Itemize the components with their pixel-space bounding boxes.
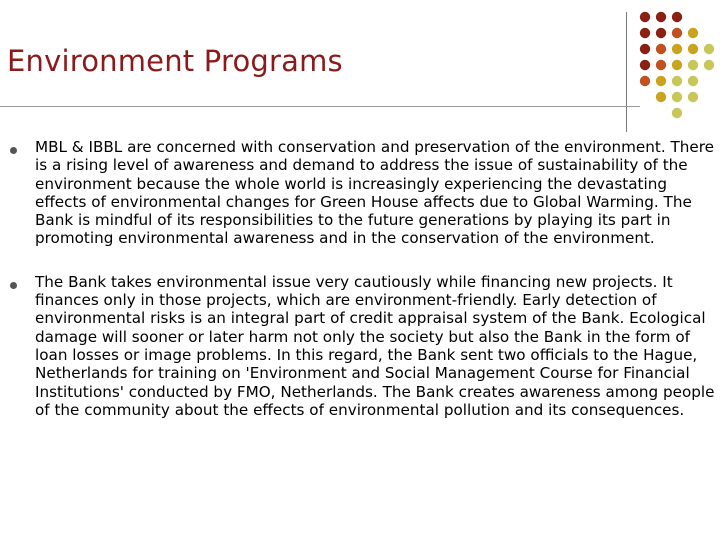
- bullet-list: [10, 138, 716, 419]
- bullet-text: MBL & IBBL are concerned with conservation and preservation of the environment. There is a rising level of awareness and demand to address the issue of sustainability of the environment because the whole world is increasingly experiencing the devastating effects of environmental changes for Green House affects due to Global Warming. The Bank is mindful of its responsibilities to the future generations by playing its part in promoting environmental awareness and in the conservation of the environment.: [35, 138, 714, 248]
- bullet-item: [10, 138, 716, 248]
- bullet-text: The Bank takes environmental issue very cautiously while financing new projects. It finances only in those projects, which are environment-friendly. Early detection of environmental risks is an integral part of credit appraisal system of the Bank. Ecological damage will sooner or later harm not only the society but also the Bank in the form of loan losses or image problems. In this regard, the Bank sent two officials to the Hague, Netherlands for training on 'Environment and Social Management Course for Financial Institutions' conducted by FMO, Netherlands. The Bank creates awareness among people of the community about the effects of environmental pollution and its consequences.: [35, 272, 715, 419]
- bullet-marker: [10, 147, 17, 154]
- decorative-dot-grid: [637, 9, 717, 119]
- horizontal-divider: [0, 106, 640, 107]
- bullet-item: [10, 273, 716, 419]
- slide-title: Environment Programs: [7, 44, 343, 78]
- vertical-divider: [626, 12, 627, 132]
- bullet-marker: [10, 282, 17, 289]
